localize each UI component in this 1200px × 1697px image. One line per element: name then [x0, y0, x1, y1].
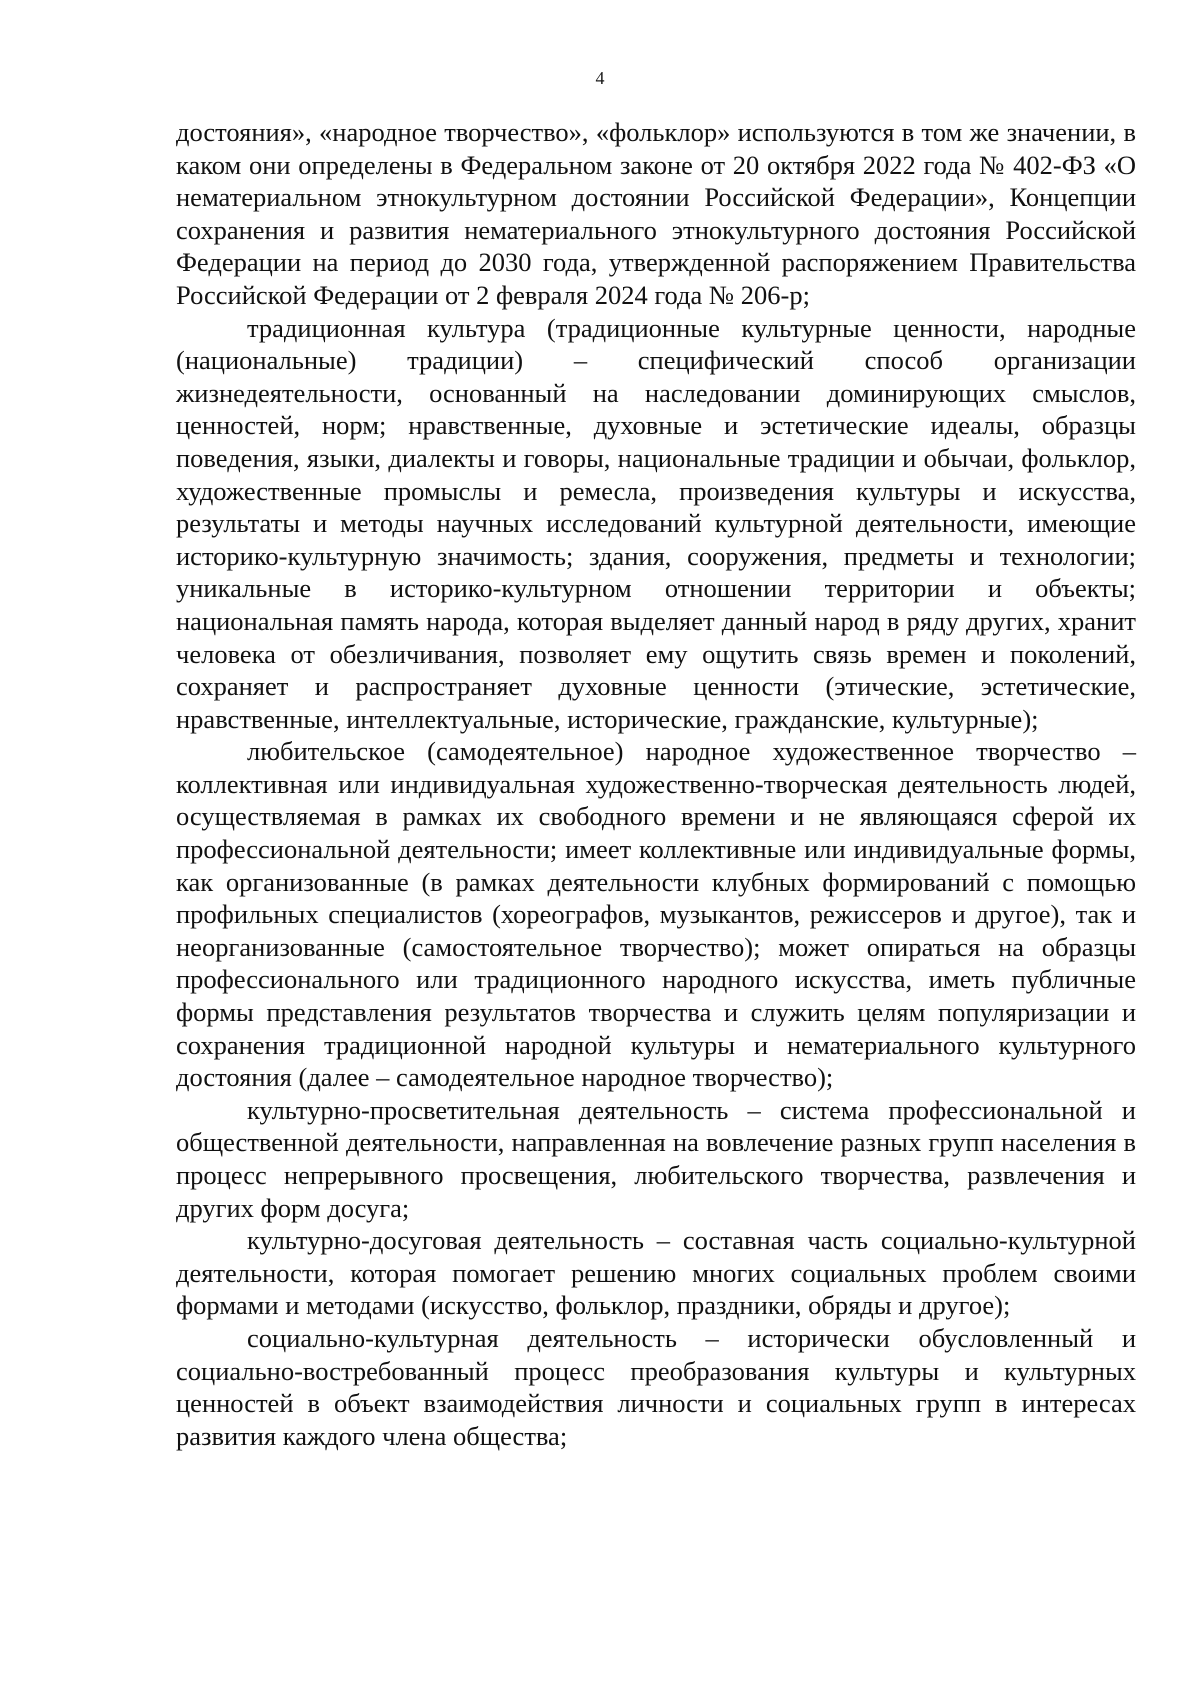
paragraph-cultural-leisure-activity: культурно-досуговая деятельность – составная часть социально-культурной деятельности, которая помогает решению многих социальных проблем своими формами и методами (искусство, фольклор, праздники, обряды и другое);	[176, 1225, 1136, 1321]
paragraph-traditional-culture: традиционная культура (традиционные культурные ценности, народные (национальные) традиции) – специфический способ организации жизнедеятельности, основанный на наследовании доминирующих смыслов, ценностей, норм; нравственные, духовные и эстетические идеалы, образцы поведения, языки, диалекты и говоры, национальные традиции и обычаи, фольклор, художественные промыслы и ремесла, произведения культуры и искусства, результаты и методы научных исследований культурной деятельности, имеющие историко-культурную значимость; здания, сооружения, предметы и технологии; уникальные в историко-культурном отношении территории и объекты; национальная память народа, которая выделяет данный народ в ряду других, хранит человека от обезличивания, позволяет ему ощутить связь времен и поколений, сохраняет и распространяет духовные ценности (этические, эстетические, нравственные, интеллектуальные, исторические, гражданские, культурные);	[176, 312, 1136, 734]
paragraph-socio-cultural-activity: социально-культурная деятельность – исторически обусловленный и социально-востребованный процесс преобразования культуры и культурных ценностей в объект взаимодействия личности и социальных групп в интересах развития каждого члена общества;	[176, 1322, 1136, 1451]
paragraph-cultural-educational-activity: культурно-просветительная деятельность – система профессиональной и общественной деятельности, направленная на вовлечение разных групп населения в процесс непрерывного просвещения, любительского творчества, развлечения и других форм досуга;	[176, 1094, 1136, 1223]
document-body	[176, 116, 1136, 1452]
paragraph-amateur-folk-art: любительское (самодеятельное) народное художественное творчество – коллективная или индивидуальная художественно-творческая деятельность людей, осуществляемая в рамках их свободного времени и не являющаяся сферой их профессиональной деятельности; имеет коллективные или индивидуальные формы, как организованные (в рамках деятельности клубных формирований с помощью профильных специалистов (хореографов, музыкантов, режиссеров и другое), так и неорганизованные (самостоятельное творчество); может опираться на образцы профессионального или традиционного народного искусства, иметь публичные формы представления результатов творчества и служить целям популяризации и сохранения традиционной народной культуры и нематериального культурного достояния (далее – самодеятельное народное творчество);	[176, 736, 1136, 1093]
page-number: 4	[595, 68, 605, 88]
paragraph-continuation: достояния», «народное творчество», «фольклор» используются в том же значении, в каком они определены в Федеральном законе от 20 октября 2022 года № 402-ФЗ «О нематериальном этнокультурном достоянии Российской Федерации», Концепции сохранения и развития нематериального этнокультурного достояния Российской Федерации на период до 2030 года, утвержденной распоряжением Правительства Российской Федерации от 2 февраля 2024 года № 206-р;	[176, 117, 1136, 310]
